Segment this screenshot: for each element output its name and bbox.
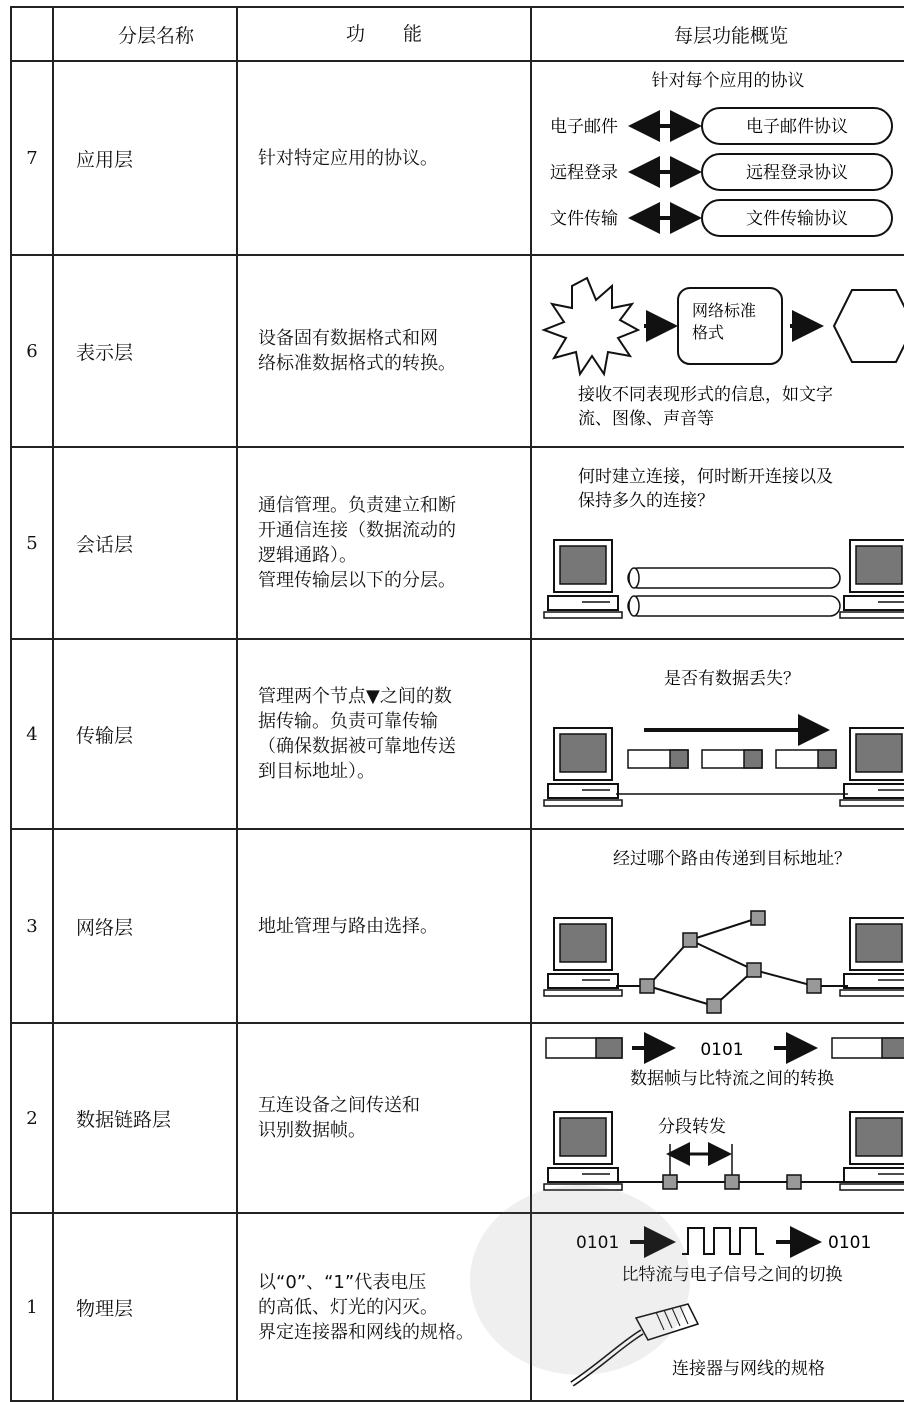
layer-num: 3 bbox=[11, 829, 53, 1023]
computer-icon bbox=[840, 540, 904, 618]
data-segment bbox=[628, 750, 688, 768]
layer-func bbox=[237, 1213, 531, 1401]
computer-icon bbox=[840, 728, 904, 806]
data-segment bbox=[702, 750, 762, 768]
layer-num: 4 bbox=[11, 639, 53, 829]
app-label: 文件传输 bbox=[550, 209, 618, 229]
computer-icon bbox=[544, 1112, 622, 1190]
overview-caption: 比特流与电子信号之间的切换 bbox=[621, 1265, 843, 1285]
layer-num: 7 bbox=[11, 61, 53, 255]
app-label: 远程登录 bbox=[550, 163, 618, 183]
layer-func bbox=[237, 447, 531, 639]
func-line: 络标准数据格式的转换。 bbox=[258, 353, 456, 374]
protocol-label: 电子邮件协议 bbox=[746, 117, 848, 137]
header-num bbox=[11, 7, 53, 61]
protocol-label: 文件传输协议 bbox=[746, 209, 848, 229]
layer-row-6 bbox=[11, 255, 904, 447]
func-line: 针对特定应用的协议。 bbox=[258, 147, 438, 169]
func-line: （确保数据被可靠地传送 bbox=[258, 736, 456, 757]
bitstream-label: 0101 bbox=[828, 1233, 872, 1253]
connector-label: 连接器与网线的规格 bbox=[672, 1359, 825, 1379]
layer-func bbox=[237, 639, 531, 829]
square-wave-icon bbox=[682, 1228, 764, 1254]
layer-func bbox=[237, 255, 531, 447]
layer-overview bbox=[531, 447, 904, 639]
bitstream-label: 0101 bbox=[576, 1233, 620, 1253]
func-line: 识别数据帧。 bbox=[258, 1120, 366, 1141]
presentation-diagram bbox=[532, 256, 904, 442]
layer-name: 表示层 bbox=[53, 255, 237, 447]
overview-caption: 流、图像、声音等 bbox=[578, 409, 714, 429]
layer-name: 数据链路层 bbox=[53, 1023, 237, 1213]
frame-icon bbox=[832, 1038, 904, 1058]
overview-caption: 经过哪个路由传递到目标地址？ bbox=[613, 849, 851, 869]
network-diagram bbox=[532, 830, 904, 1018]
func-line: 开通信连接（数据流动的 bbox=[258, 520, 456, 541]
router-node bbox=[807, 979, 821, 993]
layer-row-5 bbox=[11, 447, 904, 639]
layer-overview bbox=[531, 1023, 904, 1213]
session-diagram bbox=[532, 448, 904, 634]
layer-name: 应用层 bbox=[53, 61, 237, 255]
app-label: 电子邮件 bbox=[550, 117, 618, 137]
func-line: 管理传输层以下的分层。 bbox=[258, 570, 456, 591]
layer-overview bbox=[531, 255, 904, 447]
header-row bbox=[11, 7, 904, 61]
frame-icon bbox=[546, 1038, 622, 1058]
router-node bbox=[640, 979, 654, 993]
func-line: 以“0”、“1”代表电压 bbox=[258, 1271, 427, 1293]
computer-icon bbox=[544, 918, 622, 996]
segment-label: 分段转发 bbox=[658, 1117, 726, 1137]
router-node bbox=[683, 933, 697, 947]
header-func: 功 能 bbox=[237, 7, 531, 61]
layer-num: 2 bbox=[11, 1023, 53, 1213]
application-diagram bbox=[532, 62, 904, 250]
layer-num: 5 bbox=[11, 447, 53, 639]
switch-node bbox=[787, 1175, 801, 1189]
box-line: 格式 bbox=[692, 323, 725, 342]
app-protocol-row bbox=[550, 108, 892, 144]
protocol-label: 远程登录协议 bbox=[746, 163, 848, 183]
layer-func bbox=[237, 61, 531, 255]
layer-row-4 bbox=[11, 639, 904, 829]
layer-func bbox=[237, 1023, 531, 1213]
datalink-diagram bbox=[532, 1024, 904, 1208]
func-line: 设备固有数据格式和网 bbox=[258, 328, 438, 349]
layer-row-3 bbox=[11, 829, 904, 1023]
layer-func bbox=[237, 829, 531, 1023]
transport-diagram bbox=[532, 640, 904, 824]
func-line: 的高低、灯光的闪灭。 bbox=[258, 1296, 438, 1318]
func-line: 互连设备之间传送和 bbox=[258, 1095, 420, 1116]
physical-diagram bbox=[532, 1214, 904, 1396]
bitstream-label: 0101 bbox=[700, 1040, 744, 1060]
app-protocol-row bbox=[550, 200, 892, 236]
layer-overview bbox=[531, 1213, 904, 1401]
header-name: 分层名称 bbox=[53, 7, 237, 61]
func-line: 界定连接器和网线的规格。 bbox=[258, 1321, 474, 1343]
layer-name: 网络层 bbox=[53, 829, 237, 1023]
overview-caption: 保持多久的连接？ bbox=[578, 491, 714, 511]
func-line: 管理两个节点▼之间的数 bbox=[258, 686, 452, 707]
layer-overview bbox=[531, 639, 904, 829]
router-node bbox=[747, 963, 761, 977]
layer-name: 会话层 bbox=[53, 447, 237, 639]
overview-caption: 是否有数据丢失？ bbox=[664, 669, 800, 689]
computer-icon bbox=[544, 540, 622, 618]
connection-pipe bbox=[628, 568, 840, 588]
layer-row-7 bbox=[11, 61, 904, 255]
layer-overview bbox=[531, 829, 904, 1023]
layer-name: 物理层 bbox=[53, 1213, 237, 1401]
computer-icon bbox=[840, 1112, 904, 1190]
router-node bbox=[707, 999, 721, 1013]
box-line: 网络标准 bbox=[692, 301, 757, 320]
func-line: 到目标地址）。 bbox=[258, 761, 375, 782]
router-node bbox=[751, 911, 765, 925]
hexagon-icon bbox=[834, 290, 904, 362]
layer-overview bbox=[531, 61, 904, 255]
starburst-icon bbox=[544, 278, 638, 374]
overview-caption: 何时建立连接，何时断开连接以及 bbox=[578, 467, 833, 487]
data-segment bbox=[776, 750, 836, 768]
computer-icon bbox=[544, 728, 622, 806]
app-protocol-row bbox=[550, 154, 892, 190]
layer-row-2 bbox=[11, 1023, 904, 1213]
func-line: 地址管理与路由选择。 bbox=[258, 915, 438, 937]
layer-name: 传输层 bbox=[53, 639, 237, 829]
header-overview: 每层功能概览 bbox=[531, 7, 904, 61]
computer-icon bbox=[840, 918, 904, 996]
overview-title: 针对每个应用的协议 bbox=[651, 71, 805, 91]
overview-caption: 接收不同表现形式的信息，如文字 bbox=[578, 385, 833, 405]
func-line: 逻辑通路）。 bbox=[258, 545, 357, 566]
layer-row-1 bbox=[11, 1213, 904, 1401]
switch-node bbox=[725, 1175, 739, 1189]
layer-num: 6 bbox=[11, 255, 53, 447]
overview-caption: 数据帧与比特流之间的转换 bbox=[630, 1069, 834, 1089]
switch-node bbox=[663, 1175, 677, 1189]
func-line: 据传输。负责可靠传输 bbox=[258, 711, 438, 732]
layer-num: 1 bbox=[11, 1213, 53, 1401]
osi-layer-table bbox=[10, 6, 904, 1402]
func-line: 通信管理。负责建立和断 bbox=[258, 495, 456, 516]
connection-pipe bbox=[628, 596, 840, 616]
